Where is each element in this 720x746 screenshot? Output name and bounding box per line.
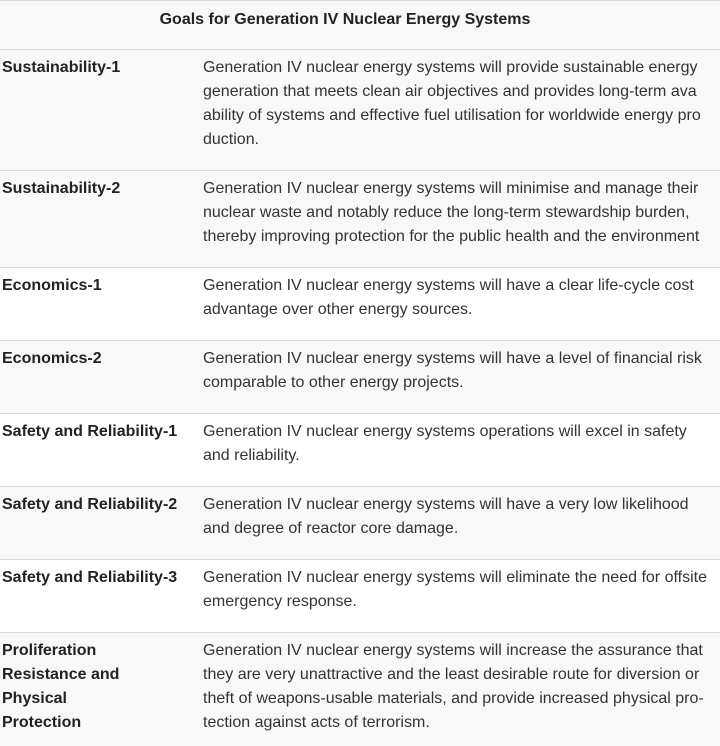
row-label: Economics-1 xyxy=(2,277,102,294)
table-row-sustainability-2 xyxy=(0,171,720,268)
table-caption: Goals for Generation IV Nuclear Energy Systems xyxy=(159,11,531,28)
description-line: tection against acts of terrorism. xyxy=(203,714,430,731)
description-line: and degree of reactor core damage. xyxy=(203,520,459,537)
row-description xyxy=(200,560,720,632)
table-caption-row xyxy=(0,0,720,50)
description-line: comparable to other energy projects. xyxy=(203,374,464,391)
row-description xyxy=(200,50,720,170)
description-line: Generation IV nuclear energy systems will have a very low likelihood xyxy=(203,496,689,513)
row-description xyxy=(200,341,720,413)
row-label: Safety and Reliability-3 xyxy=(2,569,178,586)
table-row-safety-reliability-3 xyxy=(0,560,720,633)
row-label: Safety and Reliability-2 xyxy=(2,496,178,513)
description-line: nuclear waste and notably reduce the long-term stewardship burden, xyxy=(203,204,690,221)
table-row-proliferation-resistance xyxy=(0,633,720,746)
description-line: Generation IV nuclear energy systems will have a level of financial risk xyxy=(203,350,702,367)
table-row-economics-2 xyxy=(0,341,720,414)
table-row-economics-1 xyxy=(0,268,720,341)
description-line: Generation IV nuclear energy systems will provide sustainable energy xyxy=(203,59,698,76)
row-description xyxy=(200,171,720,267)
table-row-safety-reliability-1 xyxy=(0,414,720,487)
description-line: generation that meets clean air objectives and provides long-term ava xyxy=(203,83,697,100)
table-row-sustainability-1 xyxy=(0,50,720,171)
description-line: duction. xyxy=(203,131,260,148)
row-description xyxy=(200,414,720,486)
description-line: emergency response. xyxy=(203,593,357,610)
row-description xyxy=(200,633,720,746)
row-description xyxy=(200,487,720,559)
row-label: Economics-2 xyxy=(2,350,102,367)
description-line: thereby improving protection for the public health and the environment xyxy=(203,228,700,245)
table-row-safety-reliability-2 xyxy=(0,487,720,560)
row-label: Sustainability-2 xyxy=(2,180,121,197)
description-line: Generation IV nuclear energy systems will eliminate the need for offsite xyxy=(203,569,707,586)
description-line: advantage over other energy sources. xyxy=(203,301,473,318)
row-label: Proliferation Resistance and Physical Protection xyxy=(2,642,120,731)
description-line: Generation IV nuclear energy systems will have a clear life-cycle cost xyxy=(203,277,694,294)
description-line: Generation IV nuclear energy systems will increase the assurance that xyxy=(203,642,703,659)
description-line: theft of weapons-usable materials, and provide increased physical pro- xyxy=(203,690,704,707)
description-line: and reliability. xyxy=(203,447,300,464)
description-line: they are very unattractive and the least desirable route for diversion or xyxy=(203,666,700,683)
row-label: Sustainability-1 xyxy=(2,59,121,76)
description-line: Generation IV nuclear energy systems operations will excel in safety xyxy=(203,423,687,440)
description-line: Generation IV nuclear energy systems will minimise and manage their xyxy=(203,180,699,197)
row-label: Safety and Reliability-1 xyxy=(2,423,178,440)
row-description xyxy=(200,268,720,340)
description-line: ability of systems and effective fuel utilisation for worldwide energy pro xyxy=(203,107,701,124)
